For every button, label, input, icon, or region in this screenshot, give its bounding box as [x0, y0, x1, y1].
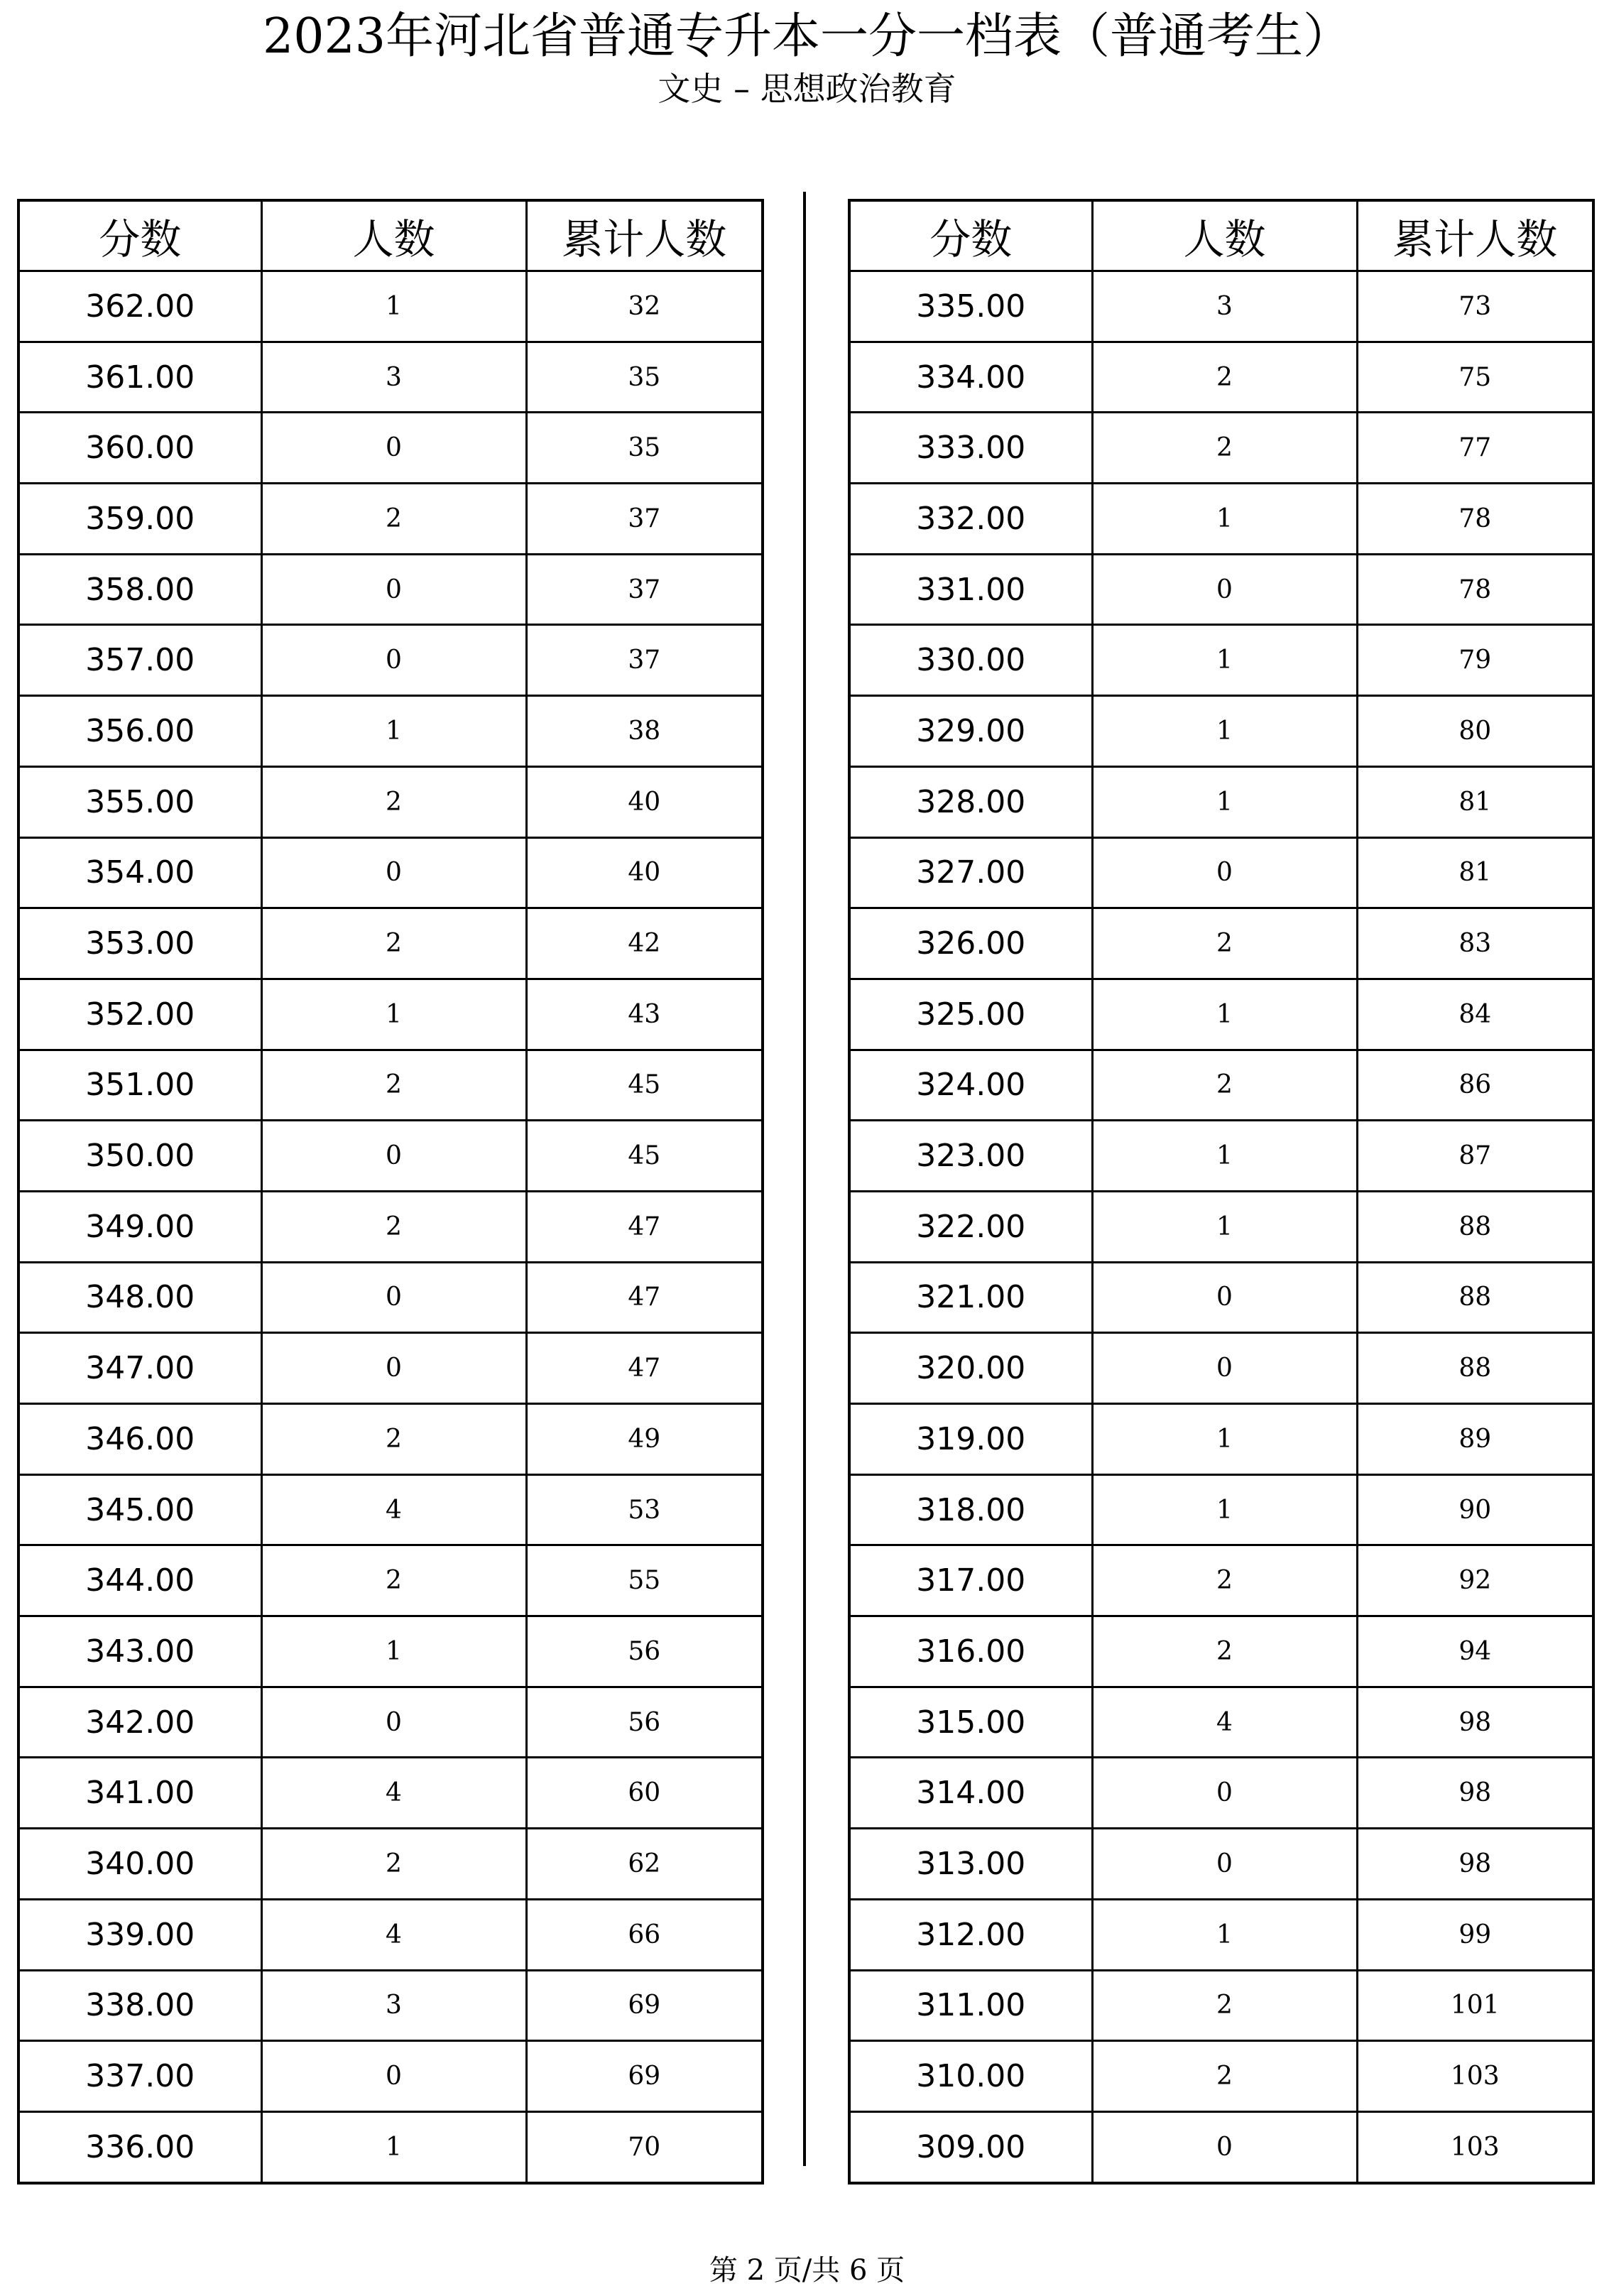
score-table-right: [848, 199, 1595, 2185]
header-count: 人数: [261, 200, 526, 271]
score-cell: 362.00: [18, 271, 261, 342]
cumulative-cell: 35: [526, 342, 763, 413]
table-row: [849, 1474, 1593, 1545]
cumulative-cell: 53: [526, 1474, 763, 1545]
table-row: [18, 979, 763, 1050]
score-cell: 313.00: [849, 1829, 1092, 1900]
count-cell: 2: [261, 766, 526, 837]
table-row: [849, 413, 1593, 484]
count-cell: 1: [261, 271, 526, 342]
cumulative-cell: 66: [526, 1899, 763, 1970]
score-cell: 354.00: [18, 837, 261, 908]
table-row: [18, 1616, 763, 1687]
count-cell: 1: [1092, 766, 1357, 837]
cumulative-cell: 45: [526, 1121, 763, 1192]
cumulative-cell: 70: [526, 2111, 763, 2182]
table-row: [18, 1191, 763, 1262]
table-row: [849, 1758, 1593, 1829]
score-cell: 338.00: [18, 1970, 261, 2041]
table-row: [849, 1616, 1593, 1687]
cumulative-cell: 87: [1357, 1121, 1593, 1192]
score-cell: 339.00: [18, 1899, 261, 1970]
count-cell: 0: [261, 625, 526, 696]
table-row: [18, 1474, 763, 1545]
header-cumulative: 累计人数: [526, 200, 763, 271]
cumulative-cell: 45: [526, 1050, 763, 1121]
score-cell: 336.00: [18, 2111, 261, 2182]
column-divider: [803, 192, 806, 2166]
table-row: [18, 2041, 763, 2112]
score-cell: 333.00: [849, 413, 1092, 484]
score-cell: 323.00: [849, 1121, 1092, 1192]
cumulative-cell: 101: [1357, 1970, 1593, 2041]
score-cell: 321.00: [849, 1262, 1092, 1333]
table-row: [18, 1262, 763, 1333]
table-row: [18, 554, 763, 625]
score-cell: 352.00: [18, 979, 261, 1050]
score-cell: 316.00: [849, 1616, 1092, 1687]
cumulative-cell: 77: [1357, 413, 1593, 484]
table-row: [18, 342, 763, 413]
score-cell: 311.00: [849, 1970, 1092, 2041]
table-row: [849, 1404, 1593, 1475]
score-cell: 359.00: [18, 484, 261, 555]
cumulative-cell: 98: [1357, 1758, 1593, 1829]
table-body-left: [18, 271, 763, 2183]
table-row: [18, 625, 763, 696]
table-row: [18, 1687, 763, 1758]
count-cell: 2: [261, 484, 526, 555]
cumulative-cell: 98: [1357, 1687, 1593, 1758]
count-cell: 2: [1092, 413, 1357, 484]
score-cell: 335.00: [849, 271, 1092, 342]
score-cell: 344.00: [18, 1545, 261, 1616]
cumulative-cell: 40: [526, 837, 763, 908]
table-row: [849, 837, 1593, 908]
cumulative-cell: 55: [526, 1545, 763, 1616]
cumulative-cell: 60: [526, 1758, 763, 1829]
table-row: [18, 1829, 763, 1900]
score-cell: 314.00: [849, 1758, 1092, 1829]
score-cell: 332.00: [849, 484, 1092, 555]
count-cell: 1: [1092, 1474, 1357, 1545]
score-cell: 361.00: [18, 342, 261, 413]
cumulative-cell: 37: [526, 625, 763, 696]
table-row: [18, 1333, 763, 1404]
cumulative-cell: 69: [526, 1970, 763, 2041]
count-cell: 1: [1092, 1899, 1357, 1970]
table-row: [849, 1050, 1593, 1121]
cumulative-cell: 49: [526, 1404, 763, 1475]
table-row: [849, 1191, 1593, 1262]
cumulative-cell: 86: [1357, 1050, 1593, 1121]
table-row: [18, 1970, 763, 2041]
table-row: [849, 342, 1593, 413]
cumulative-cell: 75: [1357, 342, 1593, 413]
count-cell: 2: [261, 1050, 526, 1121]
count-cell: 1: [261, 696, 526, 767]
cumulative-cell: 81: [1357, 837, 1593, 908]
cumulative-cell: 38: [526, 696, 763, 767]
score-cell: 330.00: [849, 625, 1092, 696]
count-cell: 0: [1092, 1829, 1357, 1900]
cumulative-cell: 56: [526, 1687, 763, 1758]
table-row: [849, 1687, 1593, 1758]
table-row: [849, 271, 1593, 342]
table-row: [849, 554, 1593, 625]
count-cell: 4: [261, 1474, 526, 1545]
cumulative-cell: 42: [526, 908, 763, 979]
cumulative-cell: 47: [526, 1333, 763, 1404]
cumulative-cell: 103: [1357, 2041, 1593, 2112]
cumulative-cell: 73: [1357, 271, 1593, 342]
count-cell: 1: [261, 1616, 526, 1687]
cumulative-cell: 81: [1357, 766, 1593, 837]
score-cell: 322.00: [849, 1191, 1092, 1262]
cumulative-cell: 88: [1357, 1191, 1593, 1262]
score-table-left: [17, 199, 764, 2185]
table-row: [18, 484, 763, 555]
count-cell: 1: [1092, 1121, 1357, 1192]
count-cell: 0: [261, 413, 526, 484]
score-cell: 345.00: [18, 1474, 261, 1545]
count-cell: 4: [1092, 1687, 1357, 1758]
table-row: [18, 1758, 763, 1829]
score-cell: 337.00: [18, 2041, 261, 2112]
table-row: [849, 979, 1593, 1050]
table-row: [849, 1121, 1593, 1192]
cumulative-cell: 88: [1357, 1333, 1593, 1404]
count-cell: 4: [261, 1899, 526, 1970]
score-cell: 360.00: [18, 413, 261, 484]
count-cell: 1: [1092, 1404, 1357, 1475]
score-cell: 324.00: [849, 1050, 1092, 1121]
count-cell: 0: [261, 554, 526, 625]
score-cell: 350.00: [18, 1121, 261, 1192]
table-header-row: [18, 200, 763, 271]
cumulative-cell: 78: [1357, 484, 1593, 555]
score-cell: 356.00: [18, 696, 261, 767]
score-cell: 327.00: [849, 837, 1092, 908]
count-cell: 0: [1092, 837, 1357, 908]
cumulative-cell: 56: [526, 1616, 763, 1687]
table-row: [849, 625, 1593, 696]
count-cell: 0: [1092, 1262, 1357, 1333]
cumulative-cell: 83: [1357, 908, 1593, 979]
cumulative-cell: 94: [1357, 1616, 1593, 1687]
count-cell: 3: [261, 342, 526, 413]
table-row: [18, 1121, 763, 1192]
cumulative-cell: 84: [1357, 979, 1593, 1050]
cumulative-cell: 69: [526, 2041, 763, 2112]
cumulative-cell: 32: [526, 271, 763, 342]
cumulative-cell: 92: [1357, 1545, 1593, 1616]
cumulative-cell: 88: [1357, 1262, 1593, 1333]
score-cell: 309.00: [849, 2111, 1092, 2182]
count-cell: 3: [1092, 271, 1357, 342]
score-cell: 334.00: [849, 342, 1092, 413]
score-cell: 329.00: [849, 696, 1092, 767]
table-row: [18, 696, 763, 767]
cumulative-cell: 35: [526, 413, 763, 484]
score-cell: 317.00: [849, 1545, 1092, 1616]
table-row: [18, 908, 763, 979]
score-cell: 342.00: [18, 1687, 261, 1758]
count-cell: 1: [1092, 625, 1357, 696]
table-row: [849, 908, 1593, 979]
cumulative-cell: 99: [1357, 1899, 1593, 1970]
score-cell: 349.00: [18, 1191, 261, 1262]
header-score: 分数: [849, 200, 1092, 271]
table-row: [849, 766, 1593, 837]
count-cell: 2: [1092, 1970, 1357, 2041]
score-cell: 358.00: [18, 554, 261, 625]
table-header-row: [849, 200, 1593, 271]
table-row: [18, 413, 763, 484]
score-cell: 318.00: [849, 1474, 1092, 1545]
table-row: [18, 1899, 763, 1970]
page-title: 2023年河北省普通专升本一分一档表（普通考生）: [262, 9, 1352, 65]
cumulative-cell: 47: [526, 1191, 763, 1262]
table-row: [849, 1333, 1593, 1404]
cumulative-cell: 79: [1357, 625, 1593, 696]
score-cell: 320.00: [849, 1333, 1092, 1404]
score-cell: 319.00: [849, 1404, 1092, 1475]
count-cell: 2: [1092, 342, 1357, 413]
count-cell: 1: [1092, 696, 1357, 767]
count-cell: 2: [1092, 1616, 1357, 1687]
count-cell: 1: [1092, 1191, 1357, 1262]
score-cell: 353.00: [18, 908, 261, 979]
header-cumulative: 累计人数: [1357, 200, 1593, 271]
score-cell: 348.00: [18, 1262, 261, 1333]
score-cell: 326.00: [849, 908, 1092, 979]
cumulative-cell: 43: [526, 979, 763, 1050]
cumulative-cell: 78: [1357, 554, 1593, 625]
cumulative-cell: 37: [526, 554, 763, 625]
cumulative-cell: 98: [1357, 1829, 1593, 1900]
count-cell: 0: [261, 1687, 526, 1758]
table-row: [849, 2041, 1593, 2112]
cumulative-cell: 62: [526, 1829, 763, 1900]
count-cell: 2: [1092, 1050, 1357, 1121]
count-cell: 1: [1092, 979, 1357, 1050]
count-cell: 4: [261, 1758, 526, 1829]
cumulative-cell: 103: [1357, 2111, 1593, 2182]
table-row: [18, 1050, 763, 1121]
count-cell: 0: [1092, 554, 1357, 625]
cumulative-cell: 47: [526, 1262, 763, 1333]
header-count: 人数: [1092, 200, 1357, 271]
score-cell: 331.00: [849, 554, 1092, 625]
count-cell: 0: [261, 2041, 526, 2112]
cumulative-cell: 89: [1357, 1404, 1593, 1475]
count-cell: 1: [1092, 484, 1357, 555]
score-cell: 312.00: [849, 1899, 1092, 1970]
count-cell: 1: [261, 2111, 526, 2182]
count-cell: 0: [1092, 2111, 1357, 2182]
table-row: [18, 837, 763, 908]
cumulative-cell: 90: [1357, 1474, 1593, 1545]
score-cell: 357.00: [18, 625, 261, 696]
score-cell: 343.00: [18, 1616, 261, 1687]
score-cell: 346.00: [18, 1404, 261, 1475]
table-row: [849, 1262, 1593, 1333]
count-cell: 1: [261, 979, 526, 1050]
page-subtitle: 文史 – 思想政治教育: [658, 70, 956, 108]
table-row: [18, 766, 763, 837]
table-row: [18, 1545, 763, 1616]
count-cell: 0: [261, 1121, 526, 1192]
score-cell: 341.00: [18, 1758, 261, 1829]
count-cell: 2: [1092, 2041, 1357, 2112]
header-score: 分数: [18, 200, 261, 271]
score-cell: 347.00: [18, 1333, 261, 1404]
table-body-right: [849, 271, 1593, 2183]
score-cell: 355.00: [18, 766, 261, 837]
table-row: [849, 696, 1593, 767]
count-cell: 2: [261, 908, 526, 979]
score-cell: 310.00: [849, 2041, 1092, 2112]
table-row: [18, 1404, 763, 1475]
count-cell: 0: [261, 837, 526, 908]
score-cell: 315.00: [849, 1687, 1092, 1758]
count-cell: 2: [1092, 1545, 1357, 1616]
cumulative-cell: 40: [526, 766, 763, 837]
count-cell: 3: [261, 1970, 526, 2041]
table-row: [849, 484, 1593, 555]
count-cell: 2: [261, 1191, 526, 1262]
score-cell: 351.00: [18, 1050, 261, 1121]
count-cell: 0: [1092, 1333, 1357, 1404]
page-footer: 第 2 页/共 6 页: [709, 2254, 905, 2287]
score-cell: 325.00: [849, 979, 1092, 1050]
score-cell: 328.00: [849, 766, 1092, 837]
table-row: [849, 1545, 1593, 1616]
count-cell: 0: [1092, 1758, 1357, 1829]
count-cell: 2: [261, 1545, 526, 1616]
cumulative-cell: 80: [1357, 696, 1593, 767]
table-row: [849, 1899, 1593, 1970]
table-row: [849, 2111, 1593, 2182]
count-cell: 2: [261, 1404, 526, 1475]
score-cell: 340.00: [18, 1829, 261, 1900]
count-cell: 2: [261, 1829, 526, 1900]
cumulative-cell: 37: [526, 484, 763, 555]
table-row: [18, 2111, 763, 2182]
table-row: [849, 1970, 1593, 2041]
table-row: [849, 1829, 1593, 1900]
count-cell: 0: [261, 1262, 526, 1333]
count-cell: 0: [261, 1333, 526, 1404]
count-cell: 2: [1092, 908, 1357, 979]
table-row: [18, 271, 763, 342]
